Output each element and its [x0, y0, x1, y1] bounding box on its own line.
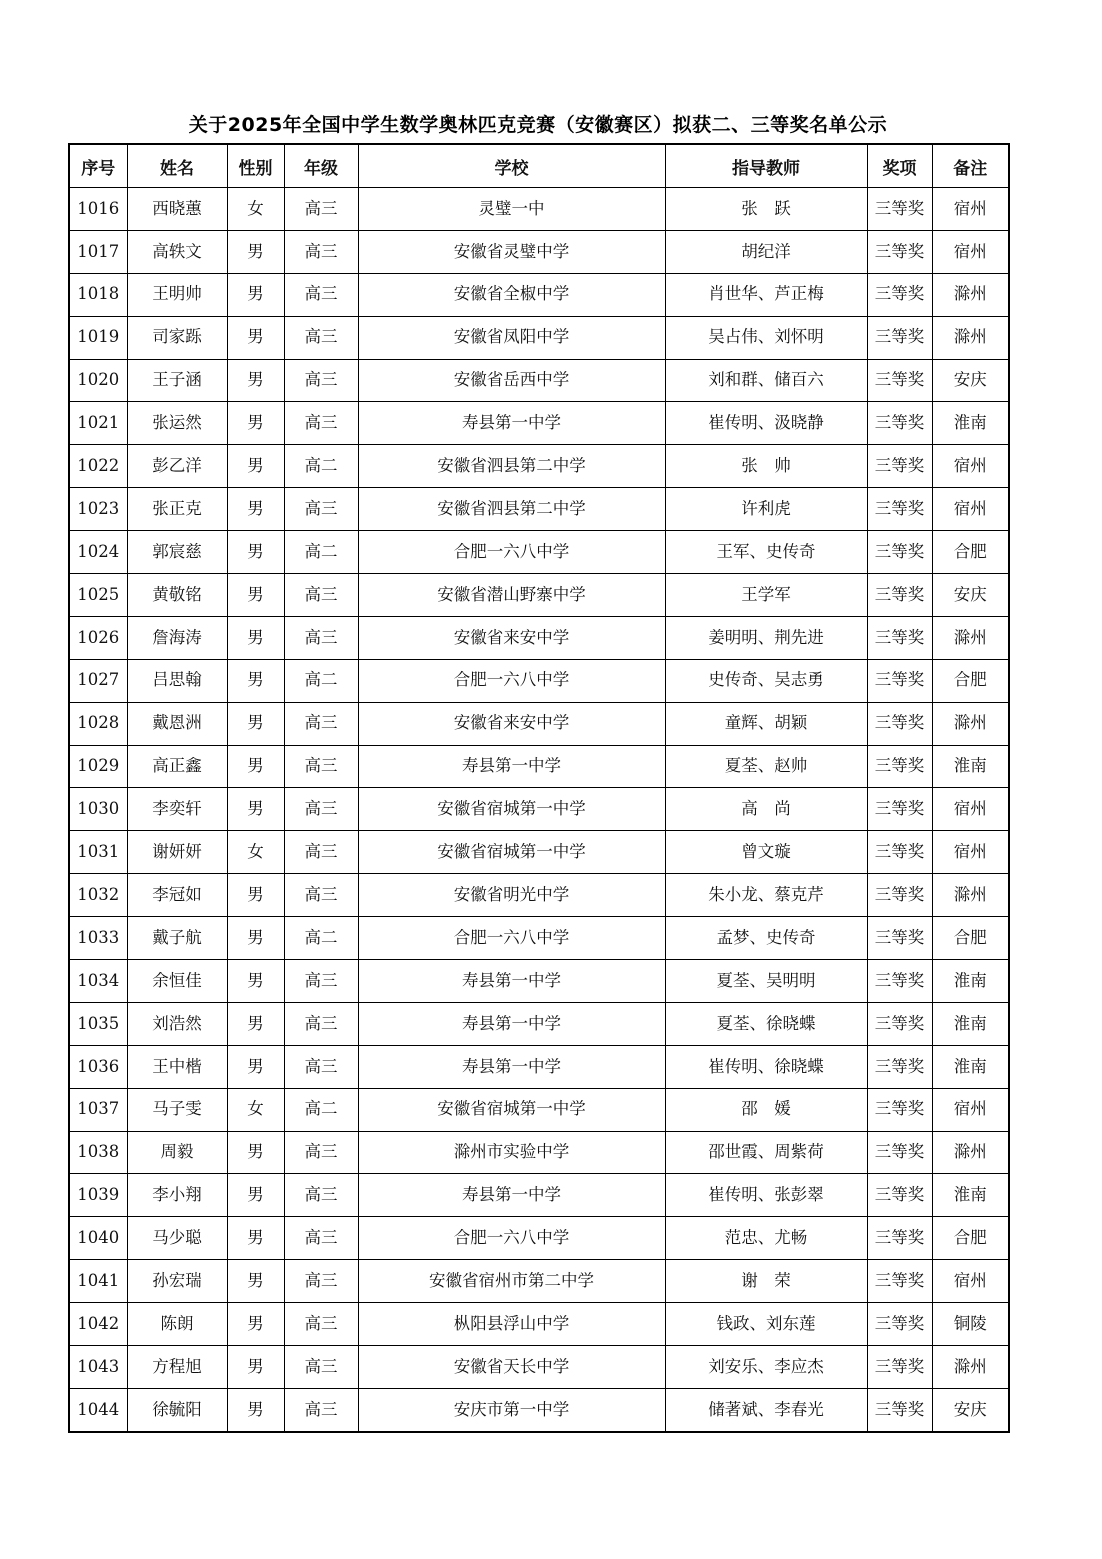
cell-teacher: 崔传明、张彭翠: [665, 1174, 867, 1217]
cell-teacher: 邵世霞、周紫荷: [665, 1131, 867, 1174]
cell-grade: 高二: [284, 917, 358, 960]
cell-gender: 男: [227, 445, 284, 488]
cell-award: 三等奖: [867, 273, 932, 316]
cell-grade: 高三: [284, 1045, 358, 1088]
table-row: [69, 1045, 1009, 1088]
cell-gender: 男: [227, 1346, 284, 1389]
table-row: [69, 402, 1009, 445]
cell-grade: 高三: [284, 316, 358, 359]
col-header-award: 奖项: [867, 144, 932, 188]
cell-grade: 高三: [284, 1260, 358, 1303]
cell-index: 1026: [69, 616, 127, 659]
cell-teacher: 王军、史传奇: [665, 531, 867, 574]
cell-award: 三等奖: [867, 1303, 932, 1346]
cell-teacher: 夏荃、吴明明: [665, 960, 867, 1003]
cell-remark: 滁州: [932, 874, 1009, 917]
cell-school: 枞阳县浮山中学: [358, 1303, 665, 1346]
table-row: [69, 874, 1009, 917]
cell-award: 三等奖: [867, 574, 932, 617]
cell-index: 1024: [69, 531, 127, 574]
cell-gender: 男: [227, 788, 284, 831]
cell-name: 吕思翰: [127, 659, 227, 702]
table-row: [69, 960, 1009, 1003]
cell-name: 孙宏瑞: [127, 1260, 227, 1303]
cell-grade: 高三: [284, 273, 358, 316]
cell-grade: 高三: [284, 1217, 358, 1260]
cell-grade: 高三: [284, 574, 358, 617]
cell-grade: 高三: [284, 1346, 358, 1389]
cell-gender: 男: [227, 1045, 284, 1088]
cell-school: 安庆市第一中学: [358, 1388, 665, 1431]
table-row: [69, 273, 1009, 316]
cell-award: 三等奖: [867, 1088, 932, 1131]
cell-index: 1038: [69, 1131, 127, 1174]
table-row: [69, 1131, 1009, 1174]
cell-name: 张运然: [127, 402, 227, 445]
cell-teacher: 史传奇、吴志勇: [665, 659, 867, 702]
cell-award: 三等奖: [867, 402, 932, 445]
cell-remark: 淮南: [932, 745, 1009, 788]
cell-grade: 高三: [284, 1388, 358, 1431]
cell-name: 周毅: [127, 1131, 227, 1174]
cell-index: 1031: [69, 831, 127, 874]
cell-award: 三等奖: [867, 1346, 932, 1389]
cell-name: 彭乙洋: [127, 445, 227, 488]
cell-school: 合肥一六八中学: [358, 1217, 665, 1260]
cell-grade: 高二: [284, 445, 358, 488]
cell-name: 王明帅: [127, 273, 227, 316]
cell-teacher: 胡纪洋: [665, 230, 867, 273]
cell-teacher: 张 跃: [665, 188, 867, 231]
cell-teacher: 高 尚: [665, 788, 867, 831]
cell-school: 寿县第一中学: [358, 402, 665, 445]
cell-remark: 安庆: [932, 1388, 1009, 1431]
cell-remark: 合肥: [932, 659, 1009, 702]
cell-teacher: 许利虎: [665, 488, 867, 531]
cell-grade: 高三: [284, 831, 358, 874]
cell-award: 三等奖: [867, 445, 932, 488]
cell-school: 安徽省灵璧中学: [358, 230, 665, 273]
cell-grade: 高二: [284, 659, 358, 702]
cell-remark: 安庆: [932, 359, 1009, 402]
cell-school: 安徽省宿城第一中学: [358, 788, 665, 831]
table-row: [69, 1388, 1009, 1431]
cell-teacher: 储著斌、李春光: [665, 1388, 867, 1431]
cell-gender: 男: [227, 316, 284, 359]
table-row: [69, 1346, 1009, 1389]
cell-award: 三等奖: [867, 1131, 932, 1174]
cell-remark: 滁州: [932, 316, 1009, 359]
cell-remark: 淮南: [932, 1002, 1009, 1045]
cell-name: 司家跞: [127, 316, 227, 359]
cell-gender: 男: [227, 1260, 284, 1303]
cell-index: 1035: [69, 1002, 127, 1045]
cell-award: 三等奖: [867, 960, 932, 1003]
cell-school: 合肥一六八中学: [358, 531, 665, 574]
cell-index: 1025: [69, 574, 127, 617]
cell-grade: 高二: [284, 531, 358, 574]
cell-name: 余恒佳: [127, 960, 227, 1003]
cell-grade: 高三: [284, 359, 358, 402]
cell-name: 马少聪: [127, 1217, 227, 1260]
table-row: [69, 702, 1009, 745]
cell-index: 1027: [69, 659, 127, 702]
cell-award: 三等奖: [867, 1002, 932, 1045]
cell-grade: 高三: [284, 745, 358, 788]
cell-gender: 男: [227, 1174, 284, 1217]
cell-award: 三等奖: [867, 1217, 932, 1260]
cell-index: 1030: [69, 788, 127, 831]
col-header-gender: 性别: [227, 144, 284, 188]
cell-school: 寿县第一中学: [358, 1002, 665, 1045]
table-row: [69, 316, 1009, 359]
cell-name: 谢妍妍: [127, 831, 227, 874]
cell-gender: 男: [227, 745, 284, 788]
cell-school: 合肥一六八中学: [358, 917, 665, 960]
cell-index: 1034: [69, 960, 127, 1003]
page-title: 关于2025年全国中学生数学奥林匹克竞赛（安徽赛区）拟获二、三等奖名单公示: [188, 114, 888, 136]
table-row: [69, 188, 1009, 231]
cell-grade: 高三: [284, 230, 358, 273]
cell-name: 徐毓阳: [127, 1388, 227, 1431]
cell-remark: 合肥: [932, 1217, 1009, 1260]
cell-award: 三等奖: [867, 1045, 932, 1088]
cell-school: 寿县第一中学: [358, 960, 665, 1003]
cell-index: 1042: [69, 1303, 127, 1346]
cell-name: 黄敬铭: [127, 574, 227, 617]
cell-teacher: 姜明明、荆先进: [665, 616, 867, 659]
cell-school: 安徽省明光中学: [358, 874, 665, 917]
table-row: [69, 1174, 1009, 1217]
cell-teacher: 王学军: [665, 574, 867, 617]
cell-award: 三等奖: [867, 1174, 932, 1217]
cell-school: 安徽省潜山野寨中学: [358, 574, 665, 617]
cell-grade: 高三: [284, 1303, 358, 1346]
cell-name: 马子雯: [127, 1088, 227, 1131]
cell-gender: 男: [227, 659, 284, 702]
cell-award: 三等奖: [867, 1260, 932, 1303]
cell-remark: 滁州: [932, 1131, 1009, 1174]
cell-name: 李奕轩: [127, 788, 227, 831]
cell-teacher: 钱政、刘东莲: [665, 1303, 867, 1346]
cell-award: 三等奖: [867, 531, 932, 574]
col-header-index: 序号: [69, 144, 127, 188]
cell-index: 1023: [69, 488, 127, 531]
cell-name: 李小翔: [127, 1174, 227, 1217]
cell-index: 1037: [69, 1088, 127, 1131]
cell-award: 三等奖: [867, 359, 932, 402]
cell-grade: 高三: [284, 1131, 358, 1174]
table-row: [69, 445, 1009, 488]
cell-remark: 滁州: [932, 1346, 1009, 1389]
cell-remark: 淮南: [932, 402, 1009, 445]
cell-teacher: 夏荃、徐晓蝶: [665, 1002, 867, 1045]
cell-teacher: 谢 荣: [665, 1260, 867, 1303]
cell-name: 詹海涛: [127, 616, 227, 659]
cell-teacher: 肖世华、芦正梅: [665, 273, 867, 316]
cell-gender: 男: [227, 917, 284, 960]
cell-remark: 铜陵: [932, 1303, 1009, 1346]
cell-grade: 高三: [284, 960, 358, 1003]
cell-name: 戴子航: [127, 917, 227, 960]
table-row: [69, 917, 1009, 960]
cell-remark: 宿州: [932, 1088, 1009, 1131]
cell-name: 陈朗: [127, 1303, 227, 1346]
cell-award: 三等奖: [867, 230, 932, 273]
cell-award: 三等奖: [867, 788, 932, 831]
cell-school: 寿县第一中学: [358, 1174, 665, 1217]
table-row: [69, 1002, 1009, 1045]
cell-school: 寿县第一中学: [358, 745, 665, 788]
cell-award: 三等奖: [867, 745, 932, 788]
cell-school: 滁州市实验中学: [358, 1131, 665, 1174]
cell-teacher: 范忠、尤畅: [665, 1217, 867, 1260]
cell-award: 三等奖: [867, 831, 932, 874]
cell-school: 安徽省宿城第一中学: [358, 1088, 665, 1131]
cell-gender: 男: [227, 273, 284, 316]
cell-grade: 高三: [284, 788, 358, 831]
cell-gender: 男: [227, 1303, 284, 1346]
table-row: [69, 531, 1009, 574]
cell-index: 1033: [69, 917, 127, 960]
cell-award: 三等奖: [867, 616, 932, 659]
cell-teacher: 朱小龙、蔡克芹: [665, 874, 867, 917]
cell-teacher: 童辉、胡颖: [665, 702, 867, 745]
cell-award: 三等奖: [867, 874, 932, 917]
cell-remark: 滁州: [932, 273, 1009, 316]
cell-name: 张正克: [127, 488, 227, 531]
cell-gender: 男: [227, 574, 284, 617]
cell-school: 安徽省泗县第二中学: [358, 445, 665, 488]
cell-gender: 女: [227, 188, 284, 231]
cell-teacher: 孟梦、史传奇: [665, 917, 867, 960]
table-row: [69, 1088, 1009, 1131]
cell-index: 1041: [69, 1260, 127, 1303]
table-row: [69, 831, 1009, 874]
cell-award: 三等奖: [867, 316, 932, 359]
cell-award: 三等奖: [867, 488, 932, 531]
cell-name: 西晓蕙: [127, 188, 227, 231]
cell-school: 安徽省凤阳中学: [358, 316, 665, 359]
cell-index: 1032: [69, 874, 127, 917]
cell-name: 郭宸慈: [127, 531, 227, 574]
cell-remark: 宿州: [932, 788, 1009, 831]
cell-name: 刘浩然: [127, 1002, 227, 1045]
cell-grade: 高三: [284, 616, 358, 659]
cell-index: 1044: [69, 1388, 127, 1431]
cell-gender: 男: [227, 359, 284, 402]
cell-remark: 滁州: [932, 616, 1009, 659]
cell-name: 高轶文: [127, 230, 227, 273]
table-row: [69, 788, 1009, 831]
cell-name: 方程旭: [127, 1346, 227, 1389]
table-body: [69, 188, 1009, 1432]
cell-gender: 男: [227, 1002, 284, 1045]
cell-gender: 男: [227, 1388, 284, 1431]
cell-award: 三等奖: [867, 659, 932, 702]
cell-award: 三等奖: [867, 702, 932, 745]
cell-index: 1017: [69, 230, 127, 273]
cell-index: 1029: [69, 745, 127, 788]
cell-index: 1022: [69, 445, 127, 488]
cell-gender: 男: [227, 230, 284, 273]
cell-teacher: 夏荃、赵帅: [665, 745, 867, 788]
header-row: [69, 144, 1009, 188]
cell-teacher: 吴占伟、刘怀明: [665, 316, 867, 359]
table-row: [69, 230, 1009, 273]
cell-index: 1039: [69, 1174, 127, 1217]
cell-gender: 男: [227, 1131, 284, 1174]
table-row: [69, 745, 1009, 788]
cell-remark: 淮南: [932, 1045, 1009, 1088]
cell-school: 安徽省宿州市第二中学: [358, 1260, 665, 1303]
cell-remark: 合肥: [932, 531, 1009, 574]
table-row: [69, 1260, 1009, 1303]
table-row: [69, 574, 1009, 617]
cell-teacher: 崔传明、汲晓静: [665, 402, 867, 445]
cell-gender: 女: [227, 831, 284, 874]
table-row: [69, 616, 1009, 659]
table-row: [69, 1303, 1009, 1346]
cell-index: 1036: [69, 1045, 127, 1088]
cell-grade: 高三: [284, 402, 358, 445]
award-table: [68, 143, 1010, 1433]
cell-grade: 高二: [284, 1088, 358, 1131]
cell-gender: 女: [227, 1088, 284, 1131]
cell-school: 安徽省全椒中学: [358, 273, 665, 316]
cell-remark: 淮南: [932, 960, 1009, 1003]
cell-remark: 宿州: [932, 230, 1009, 273]
cell-name: 高正鑫: [127, 745, 227, 788]
cell-index: 1028: [69, 702, 127, 745]
col-header-school: 学校: [358, 144, 665, 188]
cell-index: 1040: [69, 1217, 127, 1260]
cell-remark: 宿州: [932, 488, 1009, 531]
cell-school: 安徽省宿城第一中学: [358, 831, 665, 874]
table-row: [69, 1217, 1009, 1260]
cell-remark: 滁州: [932, 702, 1009, 745]
cell-remark: 宿州: [932, 1260, 1009, 1303]
table-row: [69, 659, 1009, 702]
cell-grade: 高三: [284, 702, 358, 745]
cell-remark: 安庆: [932, 574, 1009, 617]
cell-gender: 男: [227, 874, 284, 917]
cell-name: 戴恩洲: [127, 702, 227, 745]
table-row: [69, 359, 1009, 402]
cell-award: 三等奖: [867, 917, 932, 960]
cell-grade: 高三: [284, 488, 358, 531]
cell-name: 王子涵: [127, 359, 227, 402]
cell-gender: 男: [227, 488, 284, 531]
cell-school: 合肥一六八中学: [358, 659, 665, 702]
cell-teacher: 曾文璇: [665, 831, 867, 874]
cell-remark: 合肥: [932, 917, 1009, 960]
cell-remark: 宿州: [932, 188, 1009, 231]
cell-school: 安徽省岳西中学: [358, 359, 665, 402]
cell-teacher: 张 帅: [665, 445, 867, 488]
cell-remark: 宿州: [932, 831, 1009, 874]
cell-school: 安徽省泗县第二中学: [358, 488, 665, 531]
cell-index: 1018: [69, 273, 127, 316]
cell-gender: 男: [227, 702, 284, 745]
cell-index: 1016: [69, 188, 127, 231]
cell-gender: 男: [227, 960, 284, 1003]
cell-gender: 男: [227, 531, 284, 574]
cell-grade: 高三: [284, 874, 358, 917]
cell-school: 安徽省来安中学: [358, 702, 665, 745]
cell-index: 1020: [69, 359, 127, 402]
cell-remark: 宿州: [932, 445, 1009, 488]
cell-school: 寿县第一中学: [358, 1045, 665, 1088]
cell-name: 李冠如: [127, 874, 227, 917]
cell-name: 王中楷: [127, 1045, 227, 1088]
cell-grade: 高三: [284, 1174, 358, 1217]
table-row: [69, 488, 1009, 531]
col-header-remark: 备注: [932, 144, 1009, 188]
cell-index: 1043: [69, 1346, 127, 1389]
cell-index: 1019: [69, 316, 127, 359]
cell-teacher: 邵 媛: [665, 1088, 867, 1131]
cell-award: 三等奖: [867, 1388, 932, 1431]
cell-gender: 男: [227, 402, 284, 445]
cell-school: 安徽省来安中学: [358, 616, 665, 659]
cell-school: 安徽省天长中学: [358, 1346, 665, 1389]
cell-school: 灵璧一中: [358, 188, 665, 231]
cell-teacher: 崔传明、徐晓蝶: [665, 1045, 867, 1088]
cell-remark: 淮南: [932, 1174, 1009, 1217]
cell-teacher: 刘和群、储百六: [665, 359, 867, 402]
col-header-grade: 年级: [284, 144, 358, 188]
cell-teacher: 刘安乐、李应杰: [665, 1346, 867, 1389]
cell-award: 三等奖: [867, 188, 932, 231]
cell-grade: 高三: [284, 1002, 358, 1045]
col-header-name: 姓名: [127, 144, 227, 188]
col-header-teacher: 指导教师: [665, 144, 867, 188]
cell-index: 1021: [69, 402, 127, 445]
cell-grade: 高三: [284, 188, 358, 231]
cell-gender: 男: [227, 616, 284, 659]
cell-gender: 男: [227, 1217, 284, 1260]
